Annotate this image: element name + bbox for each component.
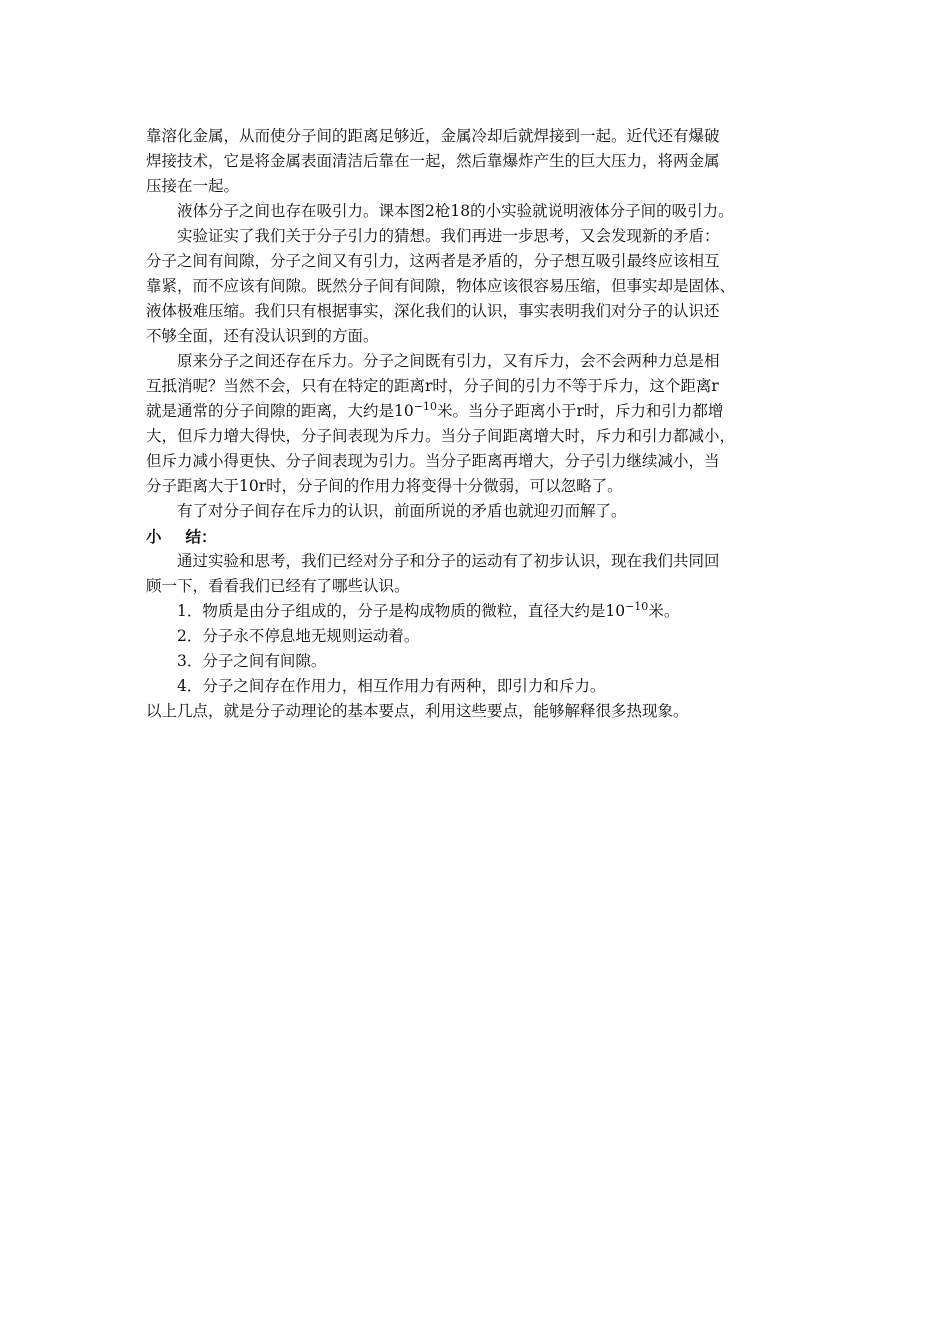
text-segment: 就是通常的分子间隙的距离，大约是10 <box>146 402 414 420</box>
text-line: 原来分子之间还存在斥力。分子之间既有引力，又有斥力，会不会两种力总是相 <box>177 352 720 370</box>
text-line: 液体分子之间也存在吸引力。课本图2枪18的小实验就说明液体分子间的吸引力。 <box>177 202 734 220</box>
text-line: 互抵消呢？当然不会，只有在特定的距离r时，分子间的引力不等于斥力，这个距离r <box>146 377 719 395</box>
paragraph-liquid-attraction <box>146 199 806 224</box>
text-line-with-exponent <box>146 399 806 424</box>
paragraph-summary-intro <box>146 549 806 599</box>
text-line: 通过实验和思考，我们已经对分子和分子的运动有了初步认识，现在我们共同回 <box>177 552 720 570</box>
paragraph-repulsion <box>146 349 806 499</box>
text-line: 靠紧，而不应该有间隙。既然分子间有间隙，物体应该很容易压缩，但事实却是固体、 <box>146 277 736 295</box>
text-line: 靠溶化金属，从而使分子间的距离足够近，金属冷却后就焊接到一起。近代还有爆破 <box>146 127 720 145</box>
text-line: 压接在一起。 <box>146 177 240 195</box>
heading-part: 小 <box>146 527 162 546</box>
heading-part: 结： <box>185 527 217 546</box>
list-item: 3．分子之间有间隙。 <box>177 652 327 670</box>
closing-sentence: 以上几点，就是分子动理论的基本要点，利用这些要点，能够解释很多热现象。 <box>146 702 689 720</box>
summary-heading <box>146 524 806 549</box>
paragraph-welding <box>146 124 806 199</box>
exponent: −10 <box>413 399 437 413</box>
text-line: 但斥力减小得更快、分子间表现为引力。当分子距离再增大，分子引力继续减小，当 <box>146 452 720 470</box>
text-line: 大，但斥力增大得快，分子间表现为斥力。当分子间距离增大时，斥力和引力都减小， <box>146 427 736 445</box>
text-line: 不够全面，还有没认识到的方面。 <box>146 327 379 345</box>
text-line: 有了对分子间存在斥力的认识，前面所说的矛盾也就迎刃而解了。 <box>177 502 627 520</box>
text-segment: 米。 <box>648 602 680 620</box>
text-line: 实验证实了我们关于分子引力的猜想。我们再进一步思考，又会发现新的矛盾： <box>177 227 720 245</box>
text-line: 顾一下，看看我们已经有了哪些认识。 <box>146 577 410 595</box>
paragraph-contradiction <box>146 224 806 349</box>
list-item: 2．分子永不停息地无规则运动着。 <box>177 627 420 645</box>
document-body <box>146 124 806 724</box>
text-segment: 米。当分子距离小于r时，斥力和引力都增 <box>436 402 724 420</box>
list-item <box>146 599 806 624</box>
paragraph-resolution <box>146 499 806 524</box>
exponent: −10 <box>625 599 649 613</box>
text-line: 焊接技术，它是将金属表面清洁后靠在一起，然后靠爆炸产生的巨大压力，将两金属 <box>146 152 720 170</box>
text-segment: 1．物质是由分子组成的，分子是构成物质的微粒，直径大约是10 <box>177 602 626 620</box>
list-item: 4．分子之间存在作用力，相互作用力有两种，即引力和斥力。 <box>177 677 606 695</box>
text-line: 分子距离大于10r时，分子间的作用力将变得十分微弱，可以忽略了。 <box>146 477 623 495</box>
text-line: 液体极难压缩。我们只有根据事实，深化我们的认识，事实表明我们对分子的认识还 <box>146 302 720 320</box>
text-line: 分子之间有间隙，分子之间又有引力，这两者是矛盾的，分子想互吸引最终应该相互 <box>146 252 720 270</box>
